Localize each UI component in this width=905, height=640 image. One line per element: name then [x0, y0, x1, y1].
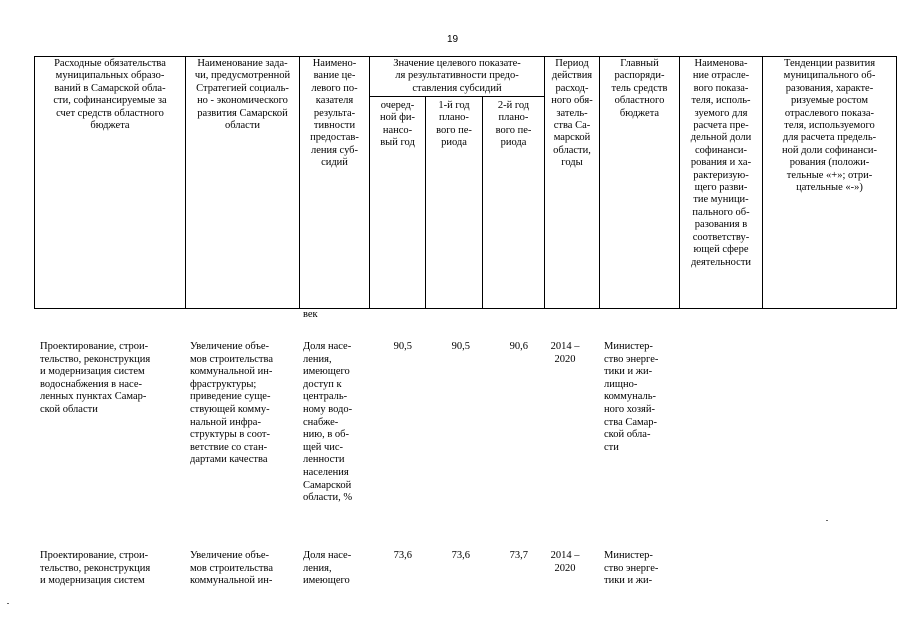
- header-obligations: Расходные обязательства муниципальных образо- ваний в Самарской обла- сти, софинансируемые за счет средств областного бюджета: [53, 58, 167, 132]
- row-value-plan-1: 73,6: [451, 550, 470, 561]
- row-indicator: Доля насе- ления, имеющего: [303, 550, 352, 587]
- page-number: 19: [446, 34, 459, 45]
- header-plan-year-1: 1-й год плано- вого пе- риода: [436, 100, 472, 149]
- header-indicator-values: Значение целевого показате- ля результативности предо- ставления субсидий: [393, 58, 521, 94]
- row-value-current: 73,6: [393, 550, 412, 561]
- header-indicator: Наимено- вание це- левого по- казателя результа- тивности предостав- ления суб- сидий: [310, 58, 359, 169]
- header-sector-indicator: Наименова- ние отрасле- вого показа- теля, исполь- зуемого для расчета пре- дельной доли софинанси- рования и ха- рактеризую- щего разви- тие муници- пального об- разования в соответству- ющей сфере деятельности: [690, 58, 752, 268]
- row-value-plan-1: 90,5: [451, 341, 470, 352]
- row-value-current: 90,5: [393, 341, 412, 352]
- row-task: Увеличение объе- мов строительства коммунальной ин- фраструктуры; приведение суще- ствующей комму- нальной инфра- структуры в соот- ветствие со стан- дартами качества: [190, 341, 273, 466]
- row-obligation: Проектирование, строи- тельство, реконструкция и модернизация систем водоснабжения в насе- ленных пунктах Самар- ской области: [40, 341, 151, 415]
- row-budget-manager: Министер- ство энерге- тики и жи-: [604, 550, 659, 587]
- row-value-plan-2: 90,6: [509, 341, 528, 352]
- carryover-text: век: [303, 309, 318, 320]
- row-period: 2014 – 2020: [550, 341, 580, 365]
- row-indicator: Доля насе- ления, имеющего доступ к централь- ному водо- снабже- нию, в об- щей чис- ленности населения Самарской области, %: [303, 341, 353, 504]
- header-current-year: очеред- ной фи- нансо- вый год: [379, 100, 416, 149]
- row-budget-manager: Министер- ство энерге- тики и жи- лищно- коммуналь- ного хозяй- ства Самар- ской обла- сти: [604, 341, 659, 453]
- header-plan-year-2: 2-й год плано- вого пе- риода: [495, 100, 532, 149]
- header-period: Период действия расход- ного обя- затель- ства Са- марской области, годы: [551, 58, 593, 169]
- scan-speck: [7, 603, 9, 604]
- header-budget-manager: Главный распоряди- тель средств областного бюджета: [611, 58, 668, 119]
- row-obligation: Проектирование, строи- тельство, реконструкция и модернизация систем: [40, 550, 151, 587]
- row-task: Увеличение объе- мов строительства коммунальной ин-: [190, 550, 273, 587]
- row-value-plan-2: 73,7: [509, 550, 528, 561]
- row-period: 2014 – 2020: [550, 550, 580, 574]
- scan-speck: [826, 520, 828, 521]
- header-trends: Тенденции развития муниципального об- разования, характе- ризуемые ростом отраслевого показа- теля, используемого для расчета предель- ной доли софинанси- рования (положи- тельные «+»; отри- цательные «-»): [781, 58, 878, 194]
- header-task: Наименование зада- чи, предусмотренной Стратегией социаль- но - экономического развития Самарской области: [194, 58, 291, 132]
- table-header: [34, 56, 897, 309]
